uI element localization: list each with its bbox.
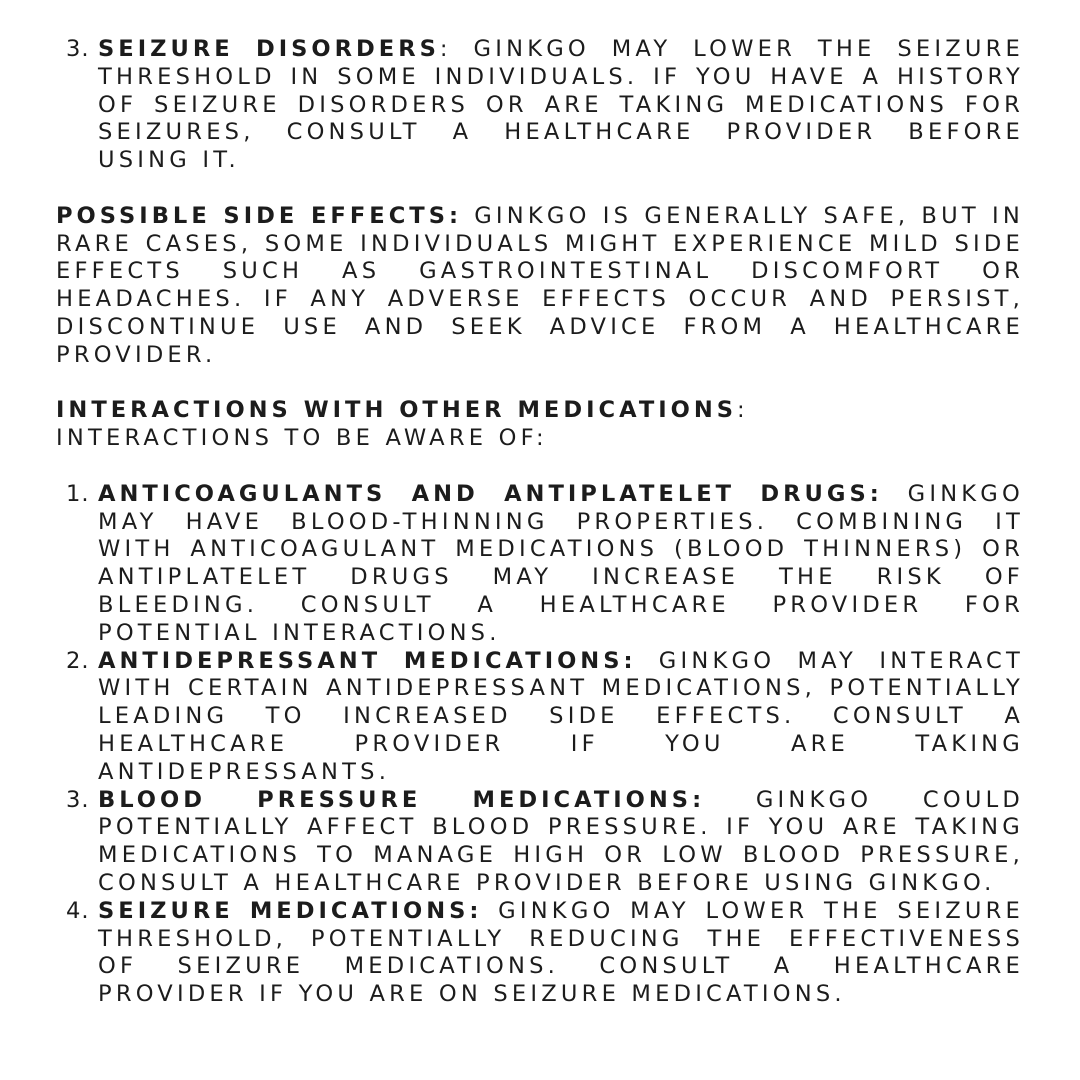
list-item-title: ANTICOAGULANTS AND ANTIPLATELET DRUGS:: [98, 480, 883, 507]
list-number: 3.: [66, 786, 90, 813]
interactions-title: INTERACTIONS WITH OTHER MEDICATIONS: [56, 397, 738, 424]
seizure-disorders-list: [56, 36, 1024, 175]
list-item-title: BLOOD PRESSURE MEDICATIONS:: [98, 786, 706, 813]
spacer: [56, 370, 1024, 398]
list-item-text: GINKGO MAY LOWER THE SEIZURE THRESHOLD, POTENTIALLY REDUCING THE EFFECTIVENESS OF SEIZURE MEDICATIONS. CONSULT A HEALTHCARE PROVIDER IF YOU ARE ON SEIZURE MEDICATIONS.: [98, 897, 1024, 1008]
list-item-antidepressants: [56, 648, 1024, 787]
list-number: 2.: [66, 647, 90, 674]
document-page: [56, 36, 1024, 1009]
spacer: [56, 453, 1024, 481]
spacer: [56, 175, 1024, 203]
side-effects-text: GINKGO IS GENERALLY SAFE, BUT IN RARE CASES, SOME INDIVIDUALS MIGHT EXPERIENCE MILD SIDE EFFECTS SUCH AS GASTROINTESTINAL DISCOMFORT OR HEADACHES. IF ANY ADVERSE EFFECTS OCCUR AND PERSIST, DISCONTINUE USE AND SEEK ADVICE FROM A HEALTHCARE PROVIDER.: [56, 202, 1025, 368]
list-number: 3.: [66, 36, 90, 62]
list-item-title: SEIZURE DISORDERS: [98, 36, 440, 62]
list-item-separator: :: [439, 36, 452, 62]
interactions-list: [56, 481, 1024, 1009]
side-effects-title: POSSIBLE SIDE EFFECTS:: [56, 202, 463, 229]
interactions-heading: [56, 397, 1024, 425]
list-number: 1.: [66, 480, 90, 507]
list-item-text: GINKGO MAY INTERACT WITH CERTAIN ANTIDEPRESSANT MEDICATIONS, POTENTIALLY LEADING TO INCREASED SIDE EFFECTS. CONSULT A HEALTHCARE PROVIDER IF YOU ARE TAKING ANTIDEPRESSANTS.: [98, 647, 1024, 785]
list-item-text: GINKGO MAY LOWER THE SEIZURE THRESHOLD IN SOME INDIVIDUALS. IF YOU HAVE A HISTORY OF SEIZURE DISORDERS OR ARE TAKING MEDICATIONS FOR SEIZURES, CONSULT A HEALTHCARE PROVIDER BEFORE USING IT.: [98, 36, 1025, 174]
side-effects-paragraph: [56, 203, 1024, 370]
list-item-text: GINKGO MAY HAVE BLOOD-THINNING PROPERTIES. COMBINING IT WITH ANTICOAGULANT MEDICATIONS (BLOOD THINNERS) OR ANTIPLATELET DRUGS MAY INCREASE THE RISK OF BLEEDING. CONSULT A HEALTHCARE PROVIDER FOR POTENTIAL INTERACTIONS.: [98, 480, 1025, 646]
list-item-seizure-disorders: [56, 36, 1024, 175]
interactions-subtitle: INTERACTIONS TO BE AWARE OF:: [56, 425, 548, 452]
list-item-anticoagulants: [56, 481, 1024, 648]
interactions-separator: :: [737, 397, 749, 424]
list-item-seizure-medications: [56, 898, 1024, 1009]
list-item-title: ANTIDEPRESSANT MEDICATIONS:: [98, 647, 637, 674]
list-number: 4.: [66, 897, 90, 924]
list-item-text: GINKGO COULD POTENTIALLY AFFECT BLOOD PRESSURE. IF YOU ARE TAKING MEDICATIONS TO MANAGE HIGH OR LOW BLOOD PRESSURE, CONSULT A HEALTHCARE PROVIDER BEFORE USING GINKGO.: [98, 786, 1024, 896]
list-item-blood-pressure: [56, 787, 1024, 898]
list-item-title: SEIZURE MEDICATIONS:: [98, 897, 483, 924]
